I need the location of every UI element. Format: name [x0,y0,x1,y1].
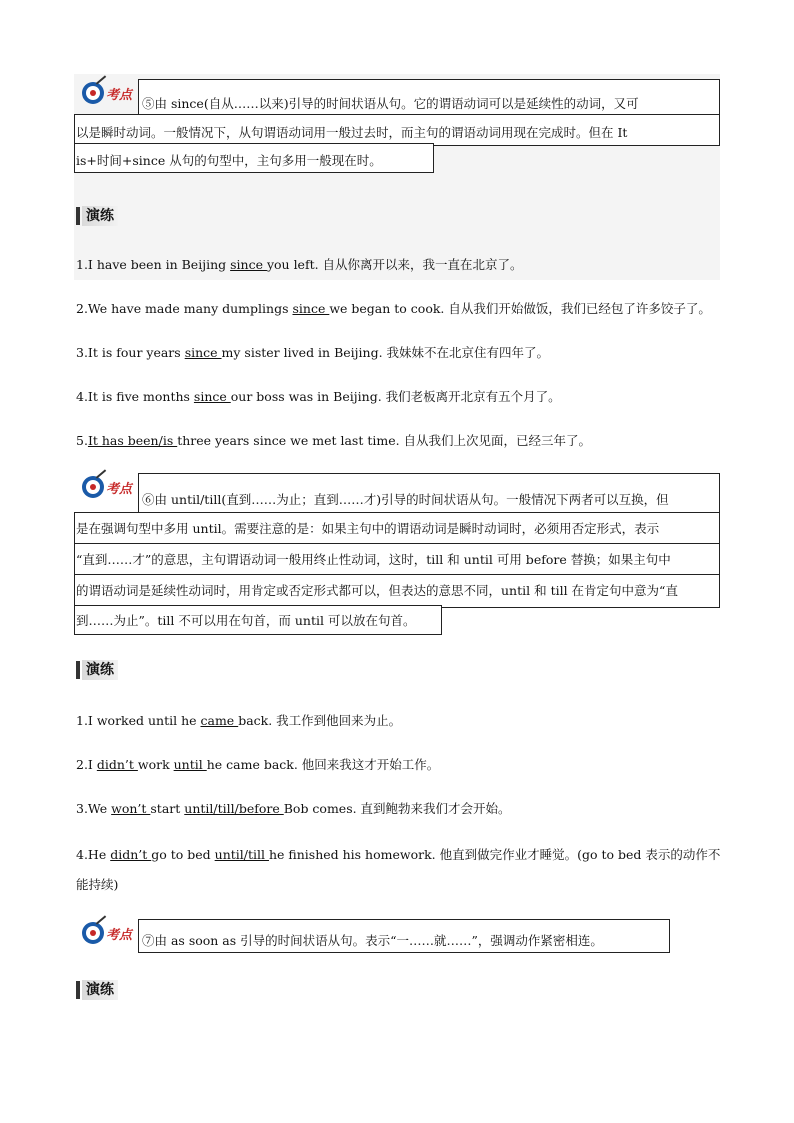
kaodian-badge [82,922,132,944]
note-7-line1: ⑦由 as soon as 引导的时间状语从句。表示“一……就……”，强调动作紧密相连。 [142,933,603,948]
exercise-1-4: 4.It is five months since our boss was in Beijing. 我们老板离开北京有五个月了。 [76,389,561,404]
note-5-line2: 以是瞬时动词。一般情况下，从句谓语动词用一般过去时，而主句的谓语动词用现在完成时。但在 It [76,125,628,140]
yanlian-label: 演练 [82,980,118,1000]
target-icon [82,476,104,498]
yanlian-heading-1 [76,206,128,226]
exercise-2-4: 4.He didn’t go to bed until/till he finished his homework. 他直到做完作业才睡觉。(go to bed 表示的动作不 [76,847,721,862]
target-icon [82,82,104,104]
target-icon [82,922,104,944]
kaodian-label: 考点 [106,481,133,497]
exercise-2-4-cont: 能持续) [76,877,119,892]
exercise-2-1: 1.I worked until he came back. 我工作到他回来为止。 [76,713,402,728]
yanlian-heading-3 [76,980,128,1000]
note-6-line3: “直到……才”的意思，主句谓语动词一般用终止性动词，这时，till 和 until 可用 before 替换；如果主句中 [76,552,671,567]
exercise-1-5: 5.It has been/is three years since we met last time. 自从我们上次见面，已经三年了。 [76,433,592,448]
exercise-1-2: 2.We have made many dumplings since we began to cook. 自从我们开始做饭，我们已经包了许多饺子了。 [76,301,711,316]
yanlian-heading-2 [76,660,128,680]
exercise-2-3: 3.We won’t start until/till/before Bob comes. 直到鲍勃来我们才会开始。 [76,801,511,816]
kaodian-label: 考点 [106,87,133,103]
exercise-1-1: 1.I have been in Beijing since you left. 自从你离开以来，我一直在北京了。 [76,257,523,272]
exercise-1-3: 3.It is four years since my sister lived in Beijing. 我妹妹不在北京住有四年了。 [76,345,550,360]
exercise-2-2: 2.I didn’t work until he came back. 他回来我这才开始工作。 [76,757,440,772]
kaodian-badge [82,82,132,104]
note-5-line3: is+时间+since 从句的句型中，主句多用一般现在时。 [76,153,382,168]
note-6-line5: 到……为止”。till 不可以用在句首，而 until 可以放在句首。 [76,613,416,628]
kaodian-badge [82,476,132,498]
kaodian-label: 考点 [106,927,133,943]
note-6-line4: 的谓语动词是延续性动词时，用肯定或否定形式都可以，但表达的意思不同，until 和 till 在肯定句中意为“直 [76,583,678,598]
note-5-line1: ⑤由 since(自从……以来)引导的时间状语从句。它的谓语动词可以是延续性的动词，又可 [142,96,639,111]
note-6-line2: 是在强调句型中多用 until。需要注意的是：如果主句中的谓语动词是瞬时动词时，必须用否定形式，表示 [76,521,660,536]
note-6-line1: ⑥由 until/till(直到……为止；直到……才)引导的时间状语从句。一般情况下两者可以互换，但 [142,492,669,507]
yanlian-label: 演练 [82,206,118,226]
yanlian-label: 演练 [82,660,118,680]
